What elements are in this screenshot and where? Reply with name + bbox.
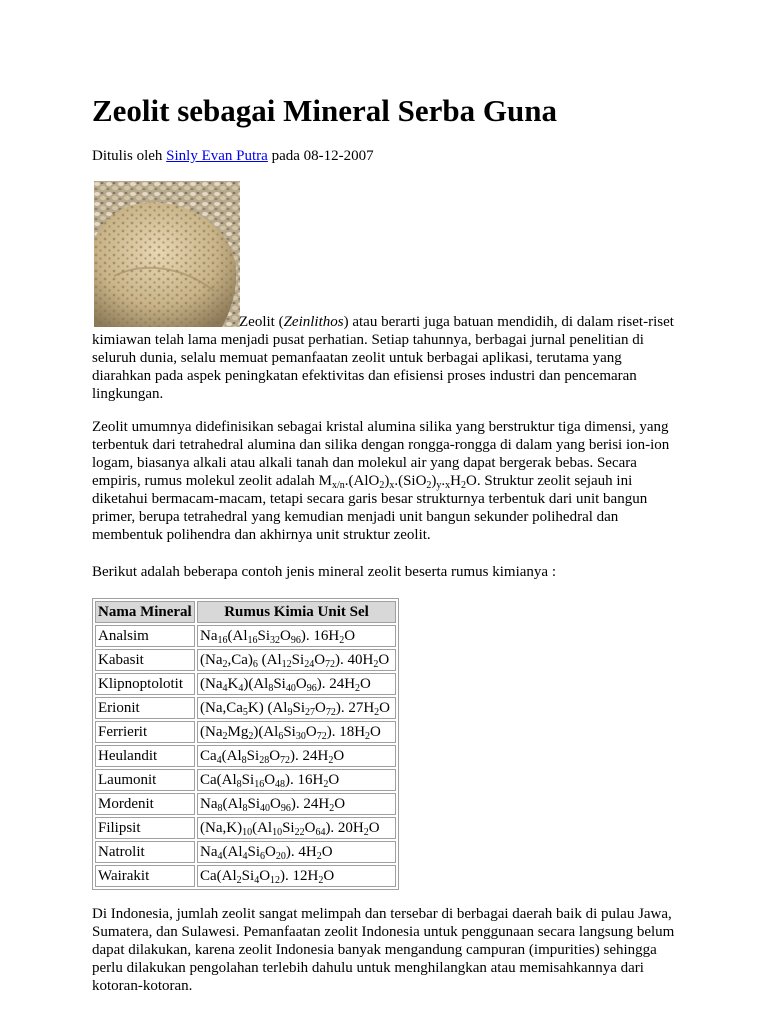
header-chemical-formula: Rumus Kimia Unit Sel: [197, 601, 396, 623]
formula-cell: $Ca(Al_8Si_{16}O_{48})$. $16H_2O$: [197, 769, 396, 791]
header-mineral-name: Nama Mineral: [95, 601, 195, 623]
formula-cell: $Ca(Al_2Si_4O_{12})$. $12H_2O$: [197, 865, 396, 887]
mineral-name-cell: Laumonit: [95, 769, 195, 791]
formula-cell: $(Na,K)_{10}(Al_{10}Si_{22}O_{64})$. $20H_2O$: [197, 817, 396, 839]
formula-cell: $Na_{16}(Al_{16}Si_{32}O_{96})$. $16H_2O$: [197, 625, 396, 647]
byline-prefix: Ditulis oleh: [92, 148, 163, 164]
mineral-name-cell: Filipsit: [95, 817, 195, 839]
definition-paragraph: Zeolit umumnya didefinisikan sebagai kristal alumina silika yang berstruktur tiga dimensi, yang terbentuk dari tetrahedral alumina dan silika dengan rongga-rongga di dalam yang berisi ion-ion logam, biasanya alkali atau alkali tanah dan molekul air yang dapat bergerak bebas. Secara empiris, rumus molekul zeolit adalah $M_{x/n}.(AlO_2)_x.(SiO_2)_y._xH_2O$. Struktur zeolit sejauh ini diketahui bermacam-macam, tetapi secara garis besar strukturnya terbentuk dari unit bangun primer, berupa tetrahedral yang kemudian menjadi unit bangun sekunder polihedral dan membentuk polihendra dan akhirnya unit struktur zeolit.: [92, 419, 670, 543]
table-row: [95, 697, 396, 719]
table-row: [95, 649, 396, 671]
byline-middle: pada: [271, 148, 300, 164]
table-row: [95, 769, 396, 791]
formula-cell: $Ca_4(Al_8Si_{28}O_{72})$. $24H_2O$: [197, 745, 396, 767]
article-title: Zeolit sebagai Mineral Serba Guna: [92, 93, 557, 128]
mineral-name-cell: Analsim: [95, 625, 195, 647]
mineral-name-cell: Klipnoptolotit: [95, 673, 195, 695]
mineral-name-cell: Erionit: [95, 697, 195, 719]
table-row: [95, 817, 396, 839]
table-row: [95, 793, 396, 815]
indonesia-paragraph: Di Indonesia, jumlah zeolit sangat melimpah dan tersebar di berbagai daerah baik di pulau Jawa, Sumatera, dan Sulawesi. Pemanfaatan zeolit Indonesia untuk penggunaan secara langsung belum dapat dilakukan, karena zeolit Indonesia banyak mengandung campuran (impurities) sehingga perlu dilakukan pengolahan terlebih dahulu untuk menghilangkan atau memisahkannya dari kotoran-kotoran.: [92, 906, 675, 994]
mineral-name-cell: Ferrierit: [95, 721, 195, 743]
table-intro-paragraph: Berikut adalah beberapa contoh jenis mineral zeolit beserta rumus kimianya :: [92, 564, 557, 580]
mineral-name-cell: Mordenit: [95, 793, 195, 815]
formula-cell: $(Na_4K_4)(Al_8Si_{40}O_{96})$. $24H_2O$: [197, 673, 396, 695]
zeolite-rock-photo: [94, 181, 240, 327]
mineral-name-cell: Heulandit: [95, 745, 195, 767]
table-row: [95, 625, 396, 647]
table-row: [95, 745, 396, 767]
table-row: [95, 865, 396, 887]
formula-cell: $(Na,Ca_5K)$ $(Al_9Si_{27}O_{72})$. $27H_2O$: [197, 697, 396, 719]
table-header-row: [95, 601, 396, 623]
formula-cell: $(Na_2,Ca)_6$ $(Al_{12}Si_{24}O_{72})$. $40H_2O$: [197, 649, 396, 671]
table-row: [95, 673, 396, 695]
table-row: [95, 721, 396, 743]
byline: [92, 147, 374, 165]
formula-cell: $(Na_2Mg_2)(Al_6Si_{30}O_{72})$. $18H_2O$: [197, 721, 396, 743]
mineral-name-cell: Wairakit: [95, 865, 195, 887]
zeolite-minerals-table: [92, 598, 399, 890]
mineral-name-cell: Kabasit: [95, 649, 195, 671]
publish-date: 08-12-2007: [303, 148, 374, 164]
formula-cell: $Na_8(Al_8Si_{40}O_{96})$. $24H_2O$: [197, 793, 396, 815]
molecular-formula: $M_{x/n}.(AlO_2)_x.(SiO_2)_y._xH_2O$: [318, 473, 477, 491]
intro-paragraph: Zeolit (Zeinlithos) atau berarti juga batuan mendidih, di dalam riset-riset kimiawan telah lama menjadi pusat perhatian. Setiap tahunnya, berbagai jurnal penelitian di seluruh dunia, selalu memuat pemanfaatan zeolit untuk berbagai aplikasi, terutama yang diarahkan pada aspek peningkatan efektivitas dan efisiensi proses industri dan pencemaran lingkungan.: [92, 314, 674, 402]
author-link[interactable]: Sinly Evan Putra: [166, 148, 268, 164]
formula-cell: $Na_4(Al_4Si_6O_{20})$. $4H_2O$: [197, 841, 396, 863]
table-row: [95, 841, 396, 863]
mineral-name-cell: Natrolit: [95, 841, 195, 863]
